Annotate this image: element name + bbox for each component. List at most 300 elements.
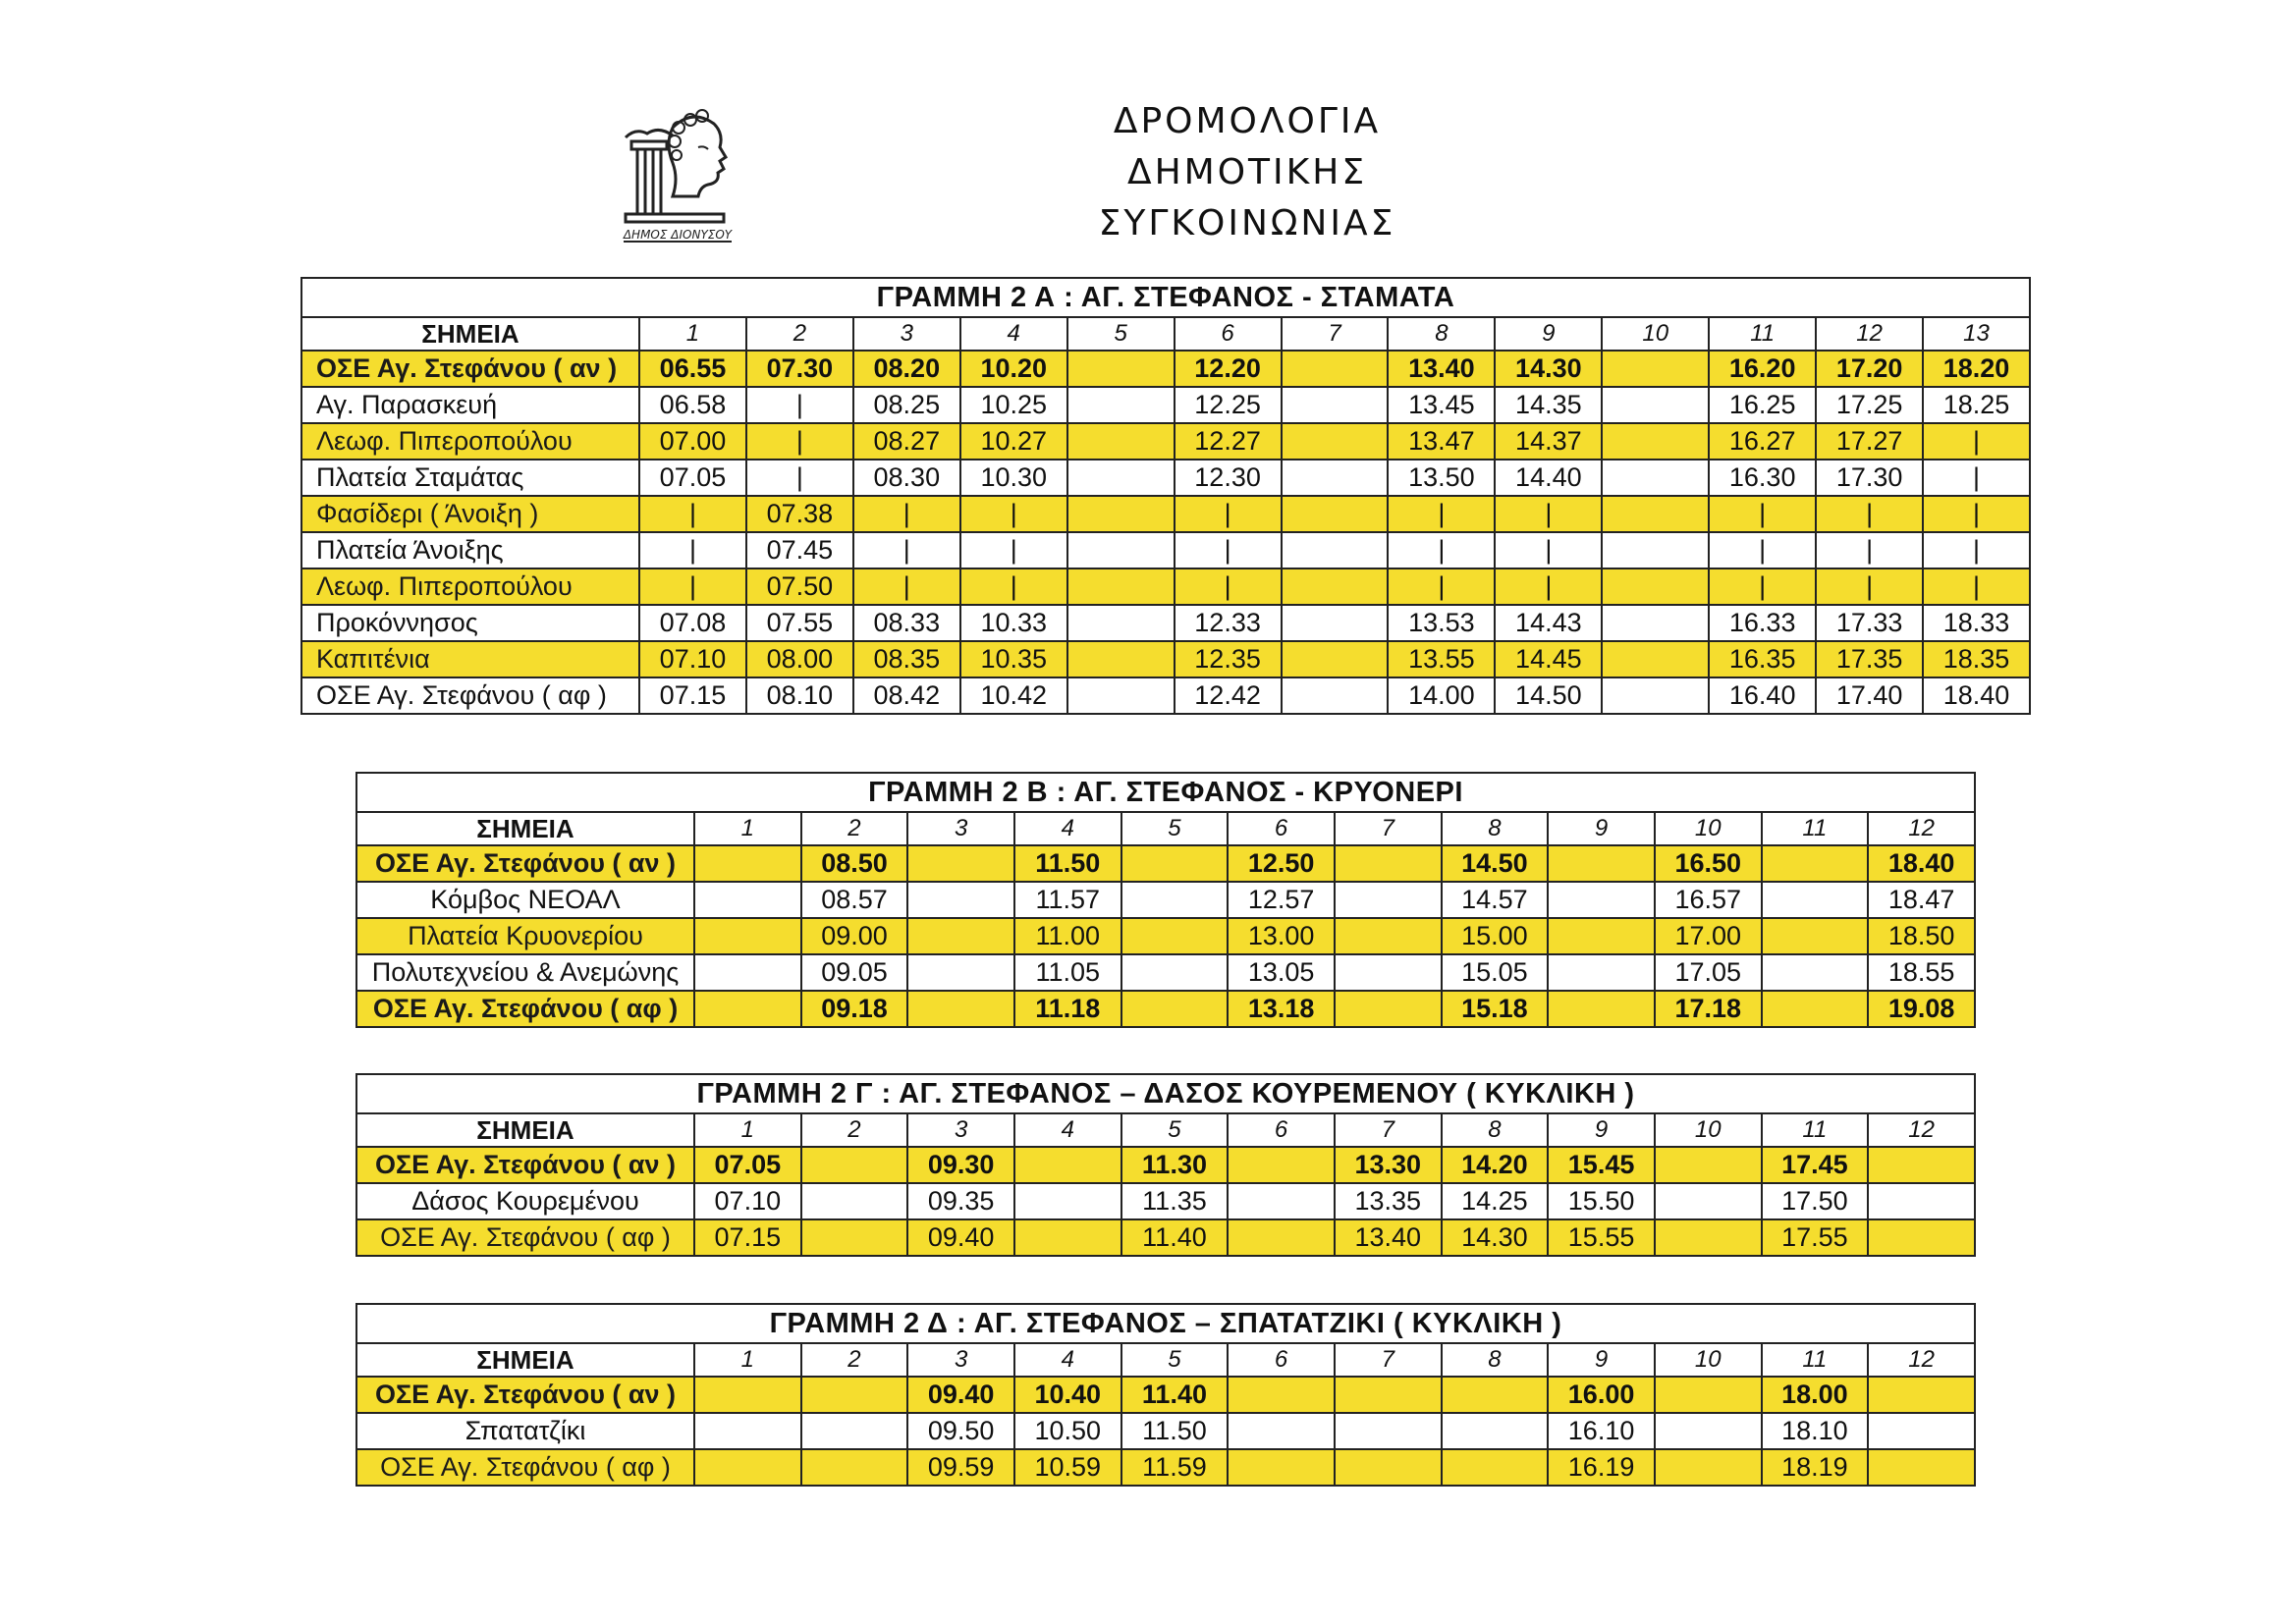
trip-number-header: 4 <box>960 317 1067 351</box>
departure-time <box>1602 351 1709 387</box>
departure-time <box>1602 641 1709 677</box>
departure-time: 07.38 <box>746 496 853 532</box>
departure-time <box>1067 568 1175 605</box>
table-row <box>301 351 2030 387</box>
departure-time <box>1762 991 1869 1027</box>
departure-time: 16.27 <box>1709 423 1816 460</box>
departure-time: 16.33 <box>1709 605 1816 641</box>
departure-time: 10.40 <box>1014 1377 1121 1413</box>
departure-time: 16.25 <box>1709 387 1816 423</box>
departure-time: 11.30 <box>1121 1147 1229 1183</box>
departure-time: 11.00 <box>1014 918 1121 954</box>
trip-number-header: 9 <box>1548 812 1655 845</box>
trip-number-header: 8 <box>1388 317 1495 351</box>
stop-name: ΟΣΕ Αγ. Στεφάνου ( αφ ) <box>356 1219 694 1256</box>
table-title: ΓΡΑΜΜΗ 2 Β : ΑΓ. ΣΤΕΦΑΝΟΣ - ΚΡΥΟΝΕΡΙ <box>356 773 1975 812</box>
table-row <box>356 1183 1975 1219</box>
trip-number-header: 6 <box>1228 1113 1335 1147</box>
departure-time <box>1602 677 1709 714</box>
trip-number-header: 5 <box>1121 1113 1229 1147</box>
stops-column-header: ΣΗΜΕΙΑ <box>356 1113 694 1147</box>
departure-time <box>694 1413 801 1449</box>
trip-number-header: 11 <box>1762 1343 1869 1377</box>
departure-time <box>694 845 801 882</box>
departure-time <box>1067 496 1175 532</box>
departure-time <box>1602 532 1709 568</box>
departure-time: 07.15 <box>694 1219 801 1256</box>
departure-time: 08.33 <box>853 605 960 641</box>
trip-number-header: 6 <box>1228 812 1335 845</box>
stop-name: Λεωφ. Πιπεροπούλου <box>301 568 639 605</box>
departure-time: 18.25 <box>1923 387 2030 423</box>
departure-time: 16.30 <box>1709 460 1816 496</box>
departure-time: 18.20 <box>1923 351 2030 387</box>
trip-number-header: 11 <box>1762 1113 1869 1147</box>
departure-time <box>907 991 1014 1027</box>
departure-time: 14.20 <box>1442 1147 1549 1183</box>
departure-time: 11.40 <box>1121 1377 1229 1413</box>
departure-time: 08.27 <box>853 423 960 460</box>
departure-time: 18.40 <box>1868 845 1975 882</box>
departure-time: 09.18 <box>801 991 908 1027</box>
departure-time: | <box>1495 496 1602 532</box>
departure-time: 10.25 <box>960 387 1067 423</box>
departure-time: 13.55 <box>1388 641 1495 677</box>
stop-name: ΟΣΕ Αγ. Στεφάνου ( αν ) <box>356 845 694 882</box>
timetable-line-2g <box>355 1073 1976 1257</box>
departure-time: 15.18 <box>1442 991 1549 1027</box>
departure-time: | <box>746 460 853 496</box>
departure-time <box>1228 1147 1335 1183</box>
document-title <box>982 96 1512 249</box>
departure-time: 12.25 <box>1175 387 1282 423</box>
departure-time <box>1121 918 1229 954</box>
timetable-line-2a <box>301 277 2031 715</box>
departure-time <box>1014 1183 1121 1219</box>
departure-time <box>1655 1449 1762 1486</box>
stop-name: Αγ. Παρασκευή <box>301 387 639 423</box>
departure-time: 08.20 <box>853 351 960 387</box>
departure-time: 07.50 <box>746 568 853 605</box>
departure-time: 10.33 <box>960 605 1067 641</box>
departure-time: 07.00 <box>639 423 746 460</box>
departure-time <box>1067 460 1175 496</box>
stop-name: ΟΣΕ Αγ. Στεφάνου ( αφ ) <box>301 677 639 714</box>
departure-time <box>1868 1413 1975 1449</box>
departure-time <box>1548 845 1655 882</box>
departure-time: 18.40 <box>1923 677 2030 714</box>
table-title: ΓΡΑΜΜΗ 2 Γ : ΑΓ. ΣΤΕΦΑΝΟΣ – ΔΑΣΟΣ ΚΟΥΡΕΜΕΝΟΥ ( ΚΥΚΛΙΚΗ ) <box>356 1074 1975 1113</box>
trip-number-header: 1 <box>694 812 801 845</box>
departure-time: 11.50 <box>1121 1413 1229 1449</box>
trip-number-header: 11 <box>1762 812 1869 845</box>
departure-time: 16.35 <box>1709 641 1816 677</box>
departure-time <box>1548 991 1655 1027</box>
stop-name: Δάσος Κουρεμένου <box>356 1183 694 1219</box>
departure-time <box>1067 423 1175 460</box>
departure-time: 06.58 <box>639 387 746 423</box>
departure-time: | <box>1816 496 1923 532</box>
departure-time <box>1442 1377 1549 1413</box>
departure-time: 11.05 <box>1014 954 1121 991</box>
departure-time: 15.05 <box>1442 954 1549 991</box>
trip-number-header: 6 <box>1228 1343 1335 1377</box>
departure-time: 10.30 <box>960 460 1067 496</box>
departure-time: | <box>746 387 853 423</box>
stop-name: ΟΣΕ Αγ. Στεφάνου ( αν ) <box>356 1377 694 1413</box>
departure-time <box>1442 1413 1549 1449</box>
departure-time: 12.35 <box>1175 641 1282 677</box>
departure-time: 07.55 <box>746 605 853 641</box>
departure-time: 17.50 <box>1762 1183 1869 1219</box>
trip-number-header: 3 <box>853 317 960 351</box>
departure-time: | <box>1495 568 1602 605</box>
departure-time: 07.08 <box>639 605 746 641</box>
table-row <box>301 496 2030 532</box>
trip-number-header: 10 <box>1602 317 1709 351</box>
departure-time <box>694 882 801 918</box>
stop-name: Καπιτένια <box>301 641 639 677</box>
departure-time <box>1121 954 1229 991</box>
departure-time <box>1548 954 1655 991</box>
departure-time: | <box>1495 532 1602 568</box>
departure-time <box>1868 1183 1975 1219</box>
departure-time: 16.57 <box>1655 882 1762 918</box>
departure-time: 07.10 <box>694 1183 801 1219</box>
departure-time: 07.45 <box>746 532 853 568</box>
departure-time <box>1067 641 1175 677</box>
departure-time: 08.35 <box>853 641 960 677</box>
table-row <box>301 677 2030 714</box>
departure-time: 11.18 <box>1014 991 1121 1027</box>
departure-time <box>1228 1183 1335 1219</box>
departure-time <box>1282 677 1389 714</box>
departure-time: 13.40 <box>1335 1219 1442 1256</box>
departure-time: | <box>960 568 1067 605</box>
departure-time: 12.27 <box>1175 423 1282 460</box>
departure-time: | <box>1388 496 1495 532</box>
trip-number-header: 10 <box>1655 812 1762 845</box>
departure-time: 17.18 <box>1655 991 1762 1027</box>
departure-time: | <box>960 496 1067 532</box>
departure-time: 14.40 <box>1495 460 1602 496</box>
departure-time <box>1868 1377 1975 1413</box>
departure-time: 17.05 <box>1655 954 1762 991</box>
departure-time <box>1655 1377 1762 1413</box>
departure-time: 18.47 <box>1868 882 1975 918</box>
departure-time: 13.35 <box>1335 1183 1442 1219</box>
departure-time <box>907 918 1014 954</box>
departure-time: 14.50 <box>1495 677 1602 714</box>
departure-time <box>1762 918 1869 954</box>
trip-number-header: 1 <box>694 1113 801 1147</box>
departure-time: 17.00 <box>1655 918 1762 954</box>
trip-number-header: 5 <box>1121 812 1229 845</box>
departure-time: | <box>1816 532 1923 568</box>
departure-time: 08.25 <box>853 387 960 423</box>
departure-time: | <box>1923 423 2030 460</box>
departure-time: 17.55 <box>1762 1219 1869 1256</box>
departure-time: 09.59 <box>907 1449 1014 1486</box>
departure-time: | <box>1175 496 1282 532</box>
departure-time: 17.27 <box>1816 423 1923 460</box>
departure-time: 18.10 <box>1762 1413 1869 1449</box>
departure-time <box>1655 1183 1762 1219</box>
timetable-line-2d <box>355 1303 1976 1487</box>
table-row <box>356 954 1975 991</box>
stop-name: Φασίδερι ( Άνοιξη ) <box>301 496 639 532</box>
departure-time: | <box>853 568 960 605</box>
trip-number-header: 7 <box>1335 1113 1442 1147</box>
departure-time: 16.40 <box>1709 677 1816 714</box>
departure-time: 17.20 <box>1816 351 1923 387</box>
departure-time <box>1282 351 1389 387</box>
departure-time <box>801 1413 908 1449</box>
departure-time: 08.30 <box>853 460 960 496</box>
municipality-logo <box>604 98 751 245</box>
departure-time <box>1014 1219 1121 1256</box>
departure-time <box>1602 423 1709 460</box>
trip-number-header: 13 <box>1923 317 2030 351</box>
title-line-1: ΔΡΟΜΟΛΟΓΙΑ <box>1113 101 1382 141</box>
departure-time: 14.25 <box>1442 1183 1549 1219</box>
departure-time <box>1335 845 1442 882</box>
departure-time: 09.30 <box>907 1147 1014 1183</box>
departure-time: 07.15 <box>639 677 746 714</box>
departure-time: 12.50 <box>1228 845 1335 882</box>
departure-time: 14.57 <box>1442 882 1549 918</box>
departure-time <box>1655 1147 1762 1183</box>
departure-time: 13.45 <box>1388 387 1495 423</box>
departure-time: 13.00 <box>1228 918 1335 954</box>
stop-name: Κόμβος ΝΕΟΑΛ <box>356 882 694 918</box>
departure-time: 09.35 <box>907 1183 1014 1219</box>
departure-time <box>1655 1219 1762 1256</box>
trip-number-header: 9 <box>1495 317 1602 351</box>
table-title: ΓΡΑΜΜΗ 2 Δ : ΑΓ. ΣΤΕΦΑΝΟΣ – ΣΠΑΤΑΤΖΙΚΙ ( ΚΥΚΛΙΚΗ ) <box>356 1304 1975 1343</box>
departure-time: 08.10 <box>746 677 853 714</box>
departure-time <box>694 991 801 1027</box>
departure-time: | <box>1709 496 1816 532</box>
departure-time: 14.50 <box>1442 845 1549 882</box>
departure-time <box>1602 496 1709 532</box>
trip-number-header: 12 <box>1816 317 1923 351</box>
dionysus-head-icon <box>604 98 751 245</box>
table-row <box>301 532 2030 568</box>
trip-number-header: 7 <box>1282 317 1389 351</box>
trip-number-header: 1 <box>639 317 746 351</box>
departure-time: 12.33 <box>1175 605 1282 641</box>
table-row <box>356 882 1975 918</box>
departure-time <box>694 954 801 991</box>
trip-number-header: 3 <box>907 812 1014 845</box>
departure-time <box>1228 1219 1335 1256</box>
trip-number-header: 10 <box>1655 1343 1762 1377</box>
departure-time: 18.35 <box>1923 641 2030 677</box>
trip-number-header: 6 <box>1175 317 1282 351</box>
trip-number-header: 8 <box>1442 812 1549 845</box>
departure-time: | <box>960 532 1067 568</box>
departure-time <box>1282 460 1389 496</box>
departure-time: 10.59 <box>1014 1449 1121 1486</box>
logo-caption: ΔΗΜΟΣ ΔΙΟΝΥΣΟΥ <box>623 228 733 242</box>
departure-time: 15.45 <box>1548 1147 1655 1183</box>
table-row <box>301 387 2030 423</box>
departure-time: 07.10 <box>639 641 746 677</box>
departure-time: 14.37 <box>1495 423 1602 460</box>
departure-time: 14.00 <box>1388 677 1495 714</box>
departure-time: | <box>639 568 746 605</box>
departure-time: 06.55 <box>639 351 746 387</box>
departure-time: 13.50 <box>1388 460 1495 496</box>
stop-name: Πολυτεχνείου & Ανεμώνης <box>356 954 694 991</box>
departure-time: 18.00 <box>1762 1377 1869 1413</box>
departure-time: | <box>1709 532 1816 568</box>
table-row <box>356 991 1975 1027</box>
departure-time: 13.18 <box>1228 991 1335 1027</box>
departure-time: 10.42 <box>960 677 1067 714</box>
table-row <box>356 1449 1975 1486</box>
departure-time: 17.40 <box>1816 677 1923 714</box>
stop-name: ΟΣΕ Αγ. Στεφάνου ( αν ) <box>356 1147 694 1183</box>
departure-time <box>1228 1413 1335 1449</box>
departure-time: 13.53 <box>1388 605 1495 641</box>
departure-time: 10.35 <box>960 641 1067 677</box>
departure-time <box>1602 568 1709 605</box>
trip-number-header: 4 <box>1014 1343 1121 1377</box>
departure-time: 18.33 <box>1923 605 2030 641</box>
departure-time: 12.57 <box>1228 882 1335 918</box>
trip-number-header: 3 <box>907 1343 1014 1377</box>
departure-time: | <box>746 423 853 460</box>
trip-number-header: 12 <box>1868 812 1975 845</box>
trip-number-header: 7 <box>1335 1343 1442 1377</box>
trip-number-header: 7 <box>1335 812 1442 845</box>
departure-time: 07.05 <box>639 460 746 496</box>
departure-time: 08.57 <box>801 882 908 918</box>
departure-time <box>1602 605 1709 641</box>
departure-time <box>907 882 1014 918</box>
departure-time <box>1335 1449 1442 1486</box>
departure-time: 11.40 <box>1121 1219 1229 1256</box>
departure-time: | <box>1175 568 1282 605</box>
departure-time <box>1067 532 1175 568</box>
departure-time <box>1335 918 1442 954</box>
departure-time: 11.35 <box>1121 1183 1229 1219</box>
departure-time: | <box>1388 568 1495 605</box>
departure-time: 18.50 <box>1868 918 1975 954</box>
departure-time <box>1548 882 1655 918</box>
departure-time <box>1868 1449 1975 1486</box>
departure-time <box>907 845 1014 882</box>
departure-time <box>801 1147 908 1183</box>
departure-time: 11.50 <box>1014 845 1121 882</box>
trip-number-header: 3 <box>907 1113 1014 1147</box>
departure-time: | <box>853 496 960 532</box>
departure-time: | <box>1923 568 2030 605</box>
departure-time: 10.27 <box>960 423 1067 460</box>
departure-time: | <box>1709 568 1816 605</box>
departure-time <box>1868 1219 1975 1256</box>
departure-time <box>1228 1377 1335 1413</box>
departure-time: 12.20 <box>1175 351 1282 387</box>
departure-time <box>1282 605 1389 641</box>
departure-time: 09.05 <box>801 954 908 991</box>
departure-time: 11.57 <box>1014 882 1121 918</box>
trip-number-header: 2 <box>801 1113 908 1147</box>
stop-name: ΟΣΕ Αγ. Στεφάνου ( αν ) <box>301 351 639 387</box>
trip-number-header: 2 <box>746 317 853 351</box>
departure-time <box>801 1377 908 1413</box>
departure-time: 12.42 <box>1175 677 1282 714</box>
departure-time <box>1602 460 1709 496</box>
departure-time: 07.30 <box>746 351 853 387</box>
departure-time: 14.45 <box>1495 641 1602 677</box>
departure-time <box>1228 1449 1335 1486</box>
departure-time: | <box>639 532 746 568</box>
departure-time: 13.30 <box>1335 1147 1442 1183</box>
table-row <box>301 460 2030 496</box>
departure-time: | <box>1388 532 1495 568</box>
departure-time <box>1548 918 1655 954</box>
departure-time: 11.59 <box>1121 1449 1229 1486</box>
table-row <box>356 845 1975 882</box>
departure-time <box>1655 1413 1762 1449</box>
departure-time <box>1282 532 1389 568</box>
trip-number-header: 12 <box>1868 1343 1975 1377</box>
title-line-2: ΔΗΜΟΤΙΚΗΣ ΣΥΓΚΟΙΝΩΝΙΑΣ <box>1098 152 1396 244</box>
departure-time: 14.43 <box>1495 605 1602 641</box>
departure-time <box>1762 845 1869 882</box>
stops-column-header: ΣΗΜΕΙΑ <box>301 317 639 351</box>
departure-time: 08.00 <box>746 641 853 677</box>
departure-time <box>1014 1147 1121 1183</box>
departure-time <box>1121 991 1229 1027</box>
stop-name: Σπατατζίκι <box>356 1413 694 1449</box>
departure-time: 14.30 <box>1495 351 1602 387</box>
table-row <box>301 641 2030 677</box>
departure-time <box>694 1449 801 1486</box>
departure-time <box>1282 496 1389 532</box>
departure-time: 08.42 <box>853 677 960 714</box>
departure-time <box>1335 882 1442 918</box>
trip-number-header: 5 <box>1067 317 1175 351</box>
departure-time <box>1442 1449 1549 1486</box>
stop-name: Λεωφ. Πιπεροπούλου <box>301 423 639 460</box>
departure-time <box>1121 882 1229 918</box>
stop-name: Πλατεία Κρυονερίου <box>356 918 694 954</box>
table-row <box>301 423 2030 460</box>
departure-time <box>1335 1413 1442 1449</box>
trip-number-header: 8 <box>1442 1113 1549 1147</box>
departure-time: 13.05 <box>1228 954 1335 991</box>
trip-number-header: 1 <box>694 1343 801 1377</box>
departure-time <box>1067 677 1175 714</box>
departure-time <box>1067 351 1175 387</box>
departure-time: 19.08 <box>1868 991 1975 1027</box>
departure-time: 14.30 <box>1442 1219 1549 1256</box>
trip-number-header: 9 <box>1548 1113 1655 1147</box>
departure-time: | <box>639 496 746 532</box>
departure-time: 07.05 <box>694 1147 801 1183</box>
table-row <box>301 568 2030 605</box>
departure-time: 10.20 <box>960 351 1067 387</box>
departure-time <box>1282 641 1389 677</box>
departure-time: | <box>1923 496 2030 532</box>
departure-time <box>1335 954 1442 991</box>
table-title: ΓΡΑΜΜΗ 2 Α : ΑΓ. ΣΤΕΦΑΝΟΣ - ΣΤΑΜΑΤΑ <box>301 278 2030 317</box>
departure-time: 13.47 <box>1388 423 1495 460</box>
